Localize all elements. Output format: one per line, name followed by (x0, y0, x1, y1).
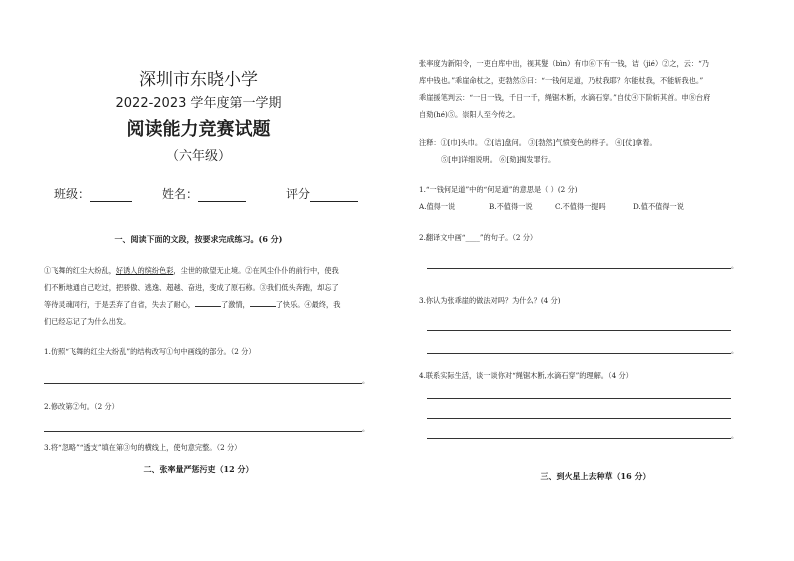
period-mark: 。 (731, 347, 738, 355)
story-line-1: 张率度为新阳令，一吏白库中出，视其髮（bìn）有巾⑥下有一钱，诘（jié）②之，云：“乃 (419, 59, 709, 68)
answer-line[interactable] (427, 418, 731, 419)
answer-line[interactable] (44, 431, 362, 432)
story-line-2: 库中钱也。”乖崖命杖之，吏勃然⑤曰：“一钱何足道，乃杖我耶？尔能杖我，不能斩我也。” (419, 76, 704, 85)
period-mark: 。 (731, 262, 738, 270)
passage-blank-1[interactable] (195, 299, 221, 307)
name-field (162, 185, 246, 202)
class-blank[interactable] (90, 189, 132, 202)
question-1-3: 3.将“忽略”“透支”填在第③句的横线上，使句意完整。（2 分） (44, 443, 242, 452)
class-field (54, 185, 132, 202)
passage-line-1: ①飞舞的红尘大纷乱，好诱人的缤纷色彩，尘世的欲望无止境。②在风尘仆仆的前行中，使我 (44, 266, 339, 275)
question-2-1: 1.“一钱何足道”中的“何足道”的意思是（ ）(2 分) (419, 185, 578, 194)
passage-line-4: 们已经忘记了为什么出发。 (44, 317, 131, 326)
option-c[interactable]: C.不值得一提吗 (555, 202, 606, 211)
section-2-heading: 二、张率量严惩污吏（12 分） (143, 464, 254, 474)
answer-line[interactable] (427, 268, 731, 269)
question-2-3: 3.你认为张乖崖的做法对吗？为什么？(4 分) (419, 296, 561, 305)
notes-line-1: 注释：①[巾]头巾。 ②[诘]盘问。 ③[勃然]气愤变色的样子。 ④[仗]拿着。 (419, 138, 657, 147)
grade-label: （六年级） (165, 149, 231, 164)
period-mark: 。 (362, 377, 369, 385)
answer-line[interactable] (427, 438, 731, 439)
option-a[interactable]: A.值得一说 (419, 202, 456, 211)
exam-title: 阅读能力竞赛试题 (126, 119, 271, 140)
story-line-3: 乖崖援笔判云：“一日一钱，千日一千，绳锯木断，水滴石穿。”自仗④下阶斩其首。申⑧台府 (419, 93, 711, 102)
question-1-1: 1.仿照“飞舞的红尘大纷乱”的结构改写①句中画线的部分。（2 分） (44, 347, 256, 356)
answer-line[interactable] (427, 398, 731, 399)
section-3-heading: 三、到火星上去种草（16 分） (540, 471, 651, 481)
answer-line[interactable] (44, 383, 362, 384)
name-label: 姓名： (162, 187, 199, 201)
section-1-heading: 一、阅读下面的文段，按要求完成练习。(6 分) (114, 234, 283, 244)
option-b[interactable]: B.不值得一说 (489, 202, 533, 211)
period-mark: 。 (731, 432, 738, 440)
story-line-4: 自劾(hé)⑤。崇阳人至今传之。 (419, 110, 520, 119)
passage-line-2: 们不断地通自己吃过，把骄傲、逃逸、超越、奋进，变成了原石称。③我们低头奔跑，却忘了 (44, 283, 339, 292)
right-page (397, 0, 794, 561)
name-blank[interactable] (198, 189, 246, 202)
question-2-4: 4.联系实际生活，谈一谈你对“绳锯木断,水滴石穿”的理解。（4 分） (419, 371, 633, 380)
score-label: 评分 (286, 187, 311, 201)
answer-line[interactable] (427, 330, 731, 331)
score-field (286, 185, 358, 202)
class-label: 班级： (54, 187, 91, 201)
school-year: 2022-2023 学年度第一学期 (115, 96, 282, 111)
underlined-phrase: 好诱人的缤纷色彩 (115, 266, 174, 275)
period-mark: 。 (362, 425, 369, 433)
answer-line[interactable] (427, 353, 731, 354)
passage-blank-2[interactable] (250, 299, 276, 307)
option-d[interactable]: D.值不值得一说 (633, 202, 684, 211)
school-name: 深圳市东晓小学 (139, 70, 258, 90)
passage-line-3: 等待灵魂同行，于是丢弃了自省，失去了耐心， 了激情， 了快乐。④最终，我 (44, 300, 341, 309)
score-blank[interactable] (310, 189, 358, 202)
notes-line-2: ⑤[申]详细说明。 ⑥[劾]揭发罪行。 (441, 155, 556, 164)
question-2-2: 2.翻译文中画“____”的句子。（2 分） (419, 233, 538, 242)
question-1-2: 2.修改第②句。（2 分） (44, 402, 119, 411)
